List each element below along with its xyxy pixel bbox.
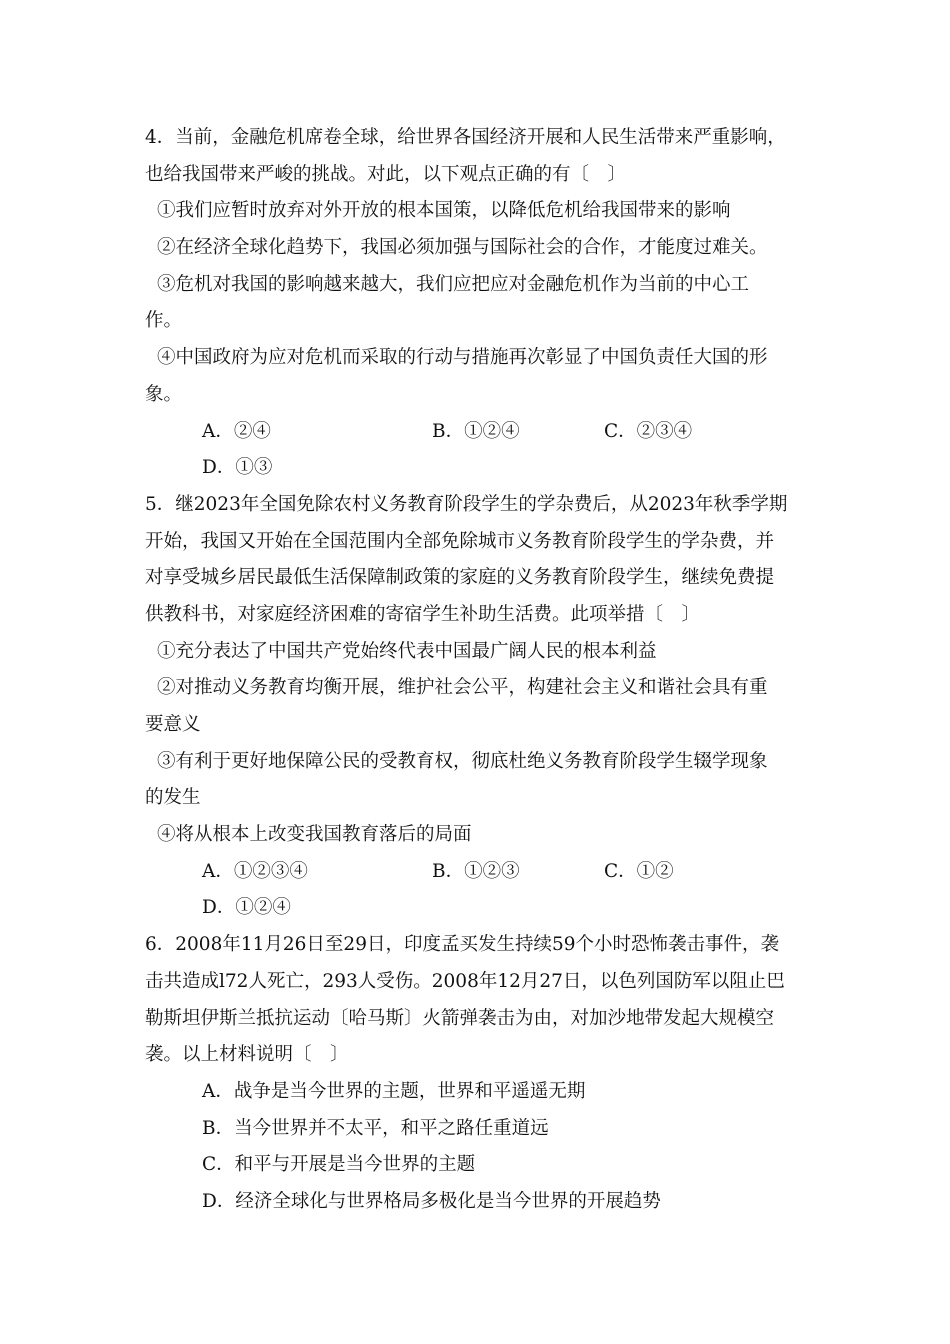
question-stem-line: 4．当前，金融危机席卷全球，给世界各国经济开展和人民生活带来严重影响，: [145, 127, 786, 148]
option-d: D．①③: [202, 457, 273, 479]
answer-options-row: [145, 414, 805, 451]
question-stem-line: 勒斯坦伊斯兰抵抗运动〔哈马斯〕火箭弹袭击为由，对加沙地带发起大规模空: [145, 1007, 775, 1029]
statement-4-continued: 象。: [145, 383, 183, 405]
question-stem-line: 供教科书，对家庭经济困难的寄宿学生补助生活费。此项举措〔 〕: [145, 603, 701, 625]
statement-3: ③有利于更好地保障公民的受教育权，彻底杜绝义务教育阶段学生辍学现象: [157, 750, 768, 772]
statement-4: ④中国政府为应对危机而采取的行动与措施再次彰显了中国负责任大国的形: [157, 347, 768, 369]
option-b: B．①②③: [432, 860, 520, 882]
option-a: A．①②③④: [202, 860, 308, 882]
option-c: C．和平与开展是当今世界的主题: [202, 1154, 476, 1176]
question-stem-line: 也给我国带来严峻的挑战。对此，以下观点正确的有〔 〕: [145, 163, 627, 185]
option-d: D．①②④: [202, 897, 291, 919]
question-4: [145, 120, 805, 487]
option-c: C．②③④: [604, 420, 693, 442]
question-stem-line: 击共造成l72人死亡，293人受伤。2008年12月27日，以色列国防军以阻止巴: [145, 970, 785, 992]
option-a: A．②④: [202, 420, 271, 442]
answer-options-row: [145, 854, 805, 891]
statement-2: ②对推动义务教育均衡开展，维护社会公平，构建社会主义和谐社会具有重: [157, 677, 768, 699]
question-list: [145, 120, 805, 1221]
option-b: B．①②④: [432, 420, 520, 442]
option-c: C．①②: [604, 860, 674, 882]
question-stem-line: 5．继2023年全国免除农村义务教育阶段学生的学杂费后，从2023年秋季学期: [145, 493, 788, 515]
statement-1: ①我们应暂时放弃对外开放的根本国策，以降低危机给我国带来的影响: [157, 200, 731, 222]
question-stem-line: 开始，我国又开始在全国范围内全部免除城市义务教育阶段学生的学杂费，并: [145, 530, 775, 552]
question-stem-line: 对享受城乡居民最低生活保障制政策的家庭的义务教育阶段学生，继续免费提: [145, 567, 775, 589]
statement-2-continued: 要意义: [145, 714, 201, 735]
option-d: D．经济全球化与世界格局多极化是当今世界的开展趋势: [202, 1190, 661, 1212]
question-stem-line: 6．2008年11月26日至29日，印度孟买发生持续59个小时恐怖袭击事件，袭: [145, 934, 780, 956]
question-6: [145, 927, 805, 1221]
statement-4: ④将从根本上改变我国教育落后的局面: [157, 824, 472, 846]
statement-3-continued: 作。: [145, 310, 183, 332]
statement-1: ①充分表达了中国共产党始终代表中国最广阔人民的根本利益: [157, 640, 657, 662]
question-stem-line: 袭。以上材料说明〔 〕: [145, 1044, 349, 1066]
statement-2: ②在经济全球化趋势下，我国必须加强与国际社会的合作，才能度过难关。: [157, 237, 768, 259]
statement-3: ③危机对我国的影响越来越大，我们应把应对金融危机作为当前的中心工: [157, 273, 750, 295]
option-a: A．战争是当今世界的主题，世界和平遥遥无期: [202, 1080, 586, 1102]
question-5: [145, 487, 805, 927]
option-b: B．当今世界并不太平，和平之路任重道远: [202, 1117, 549, 1139]
statement-3-continued: 的发生: [145, 787, 201, 809]
